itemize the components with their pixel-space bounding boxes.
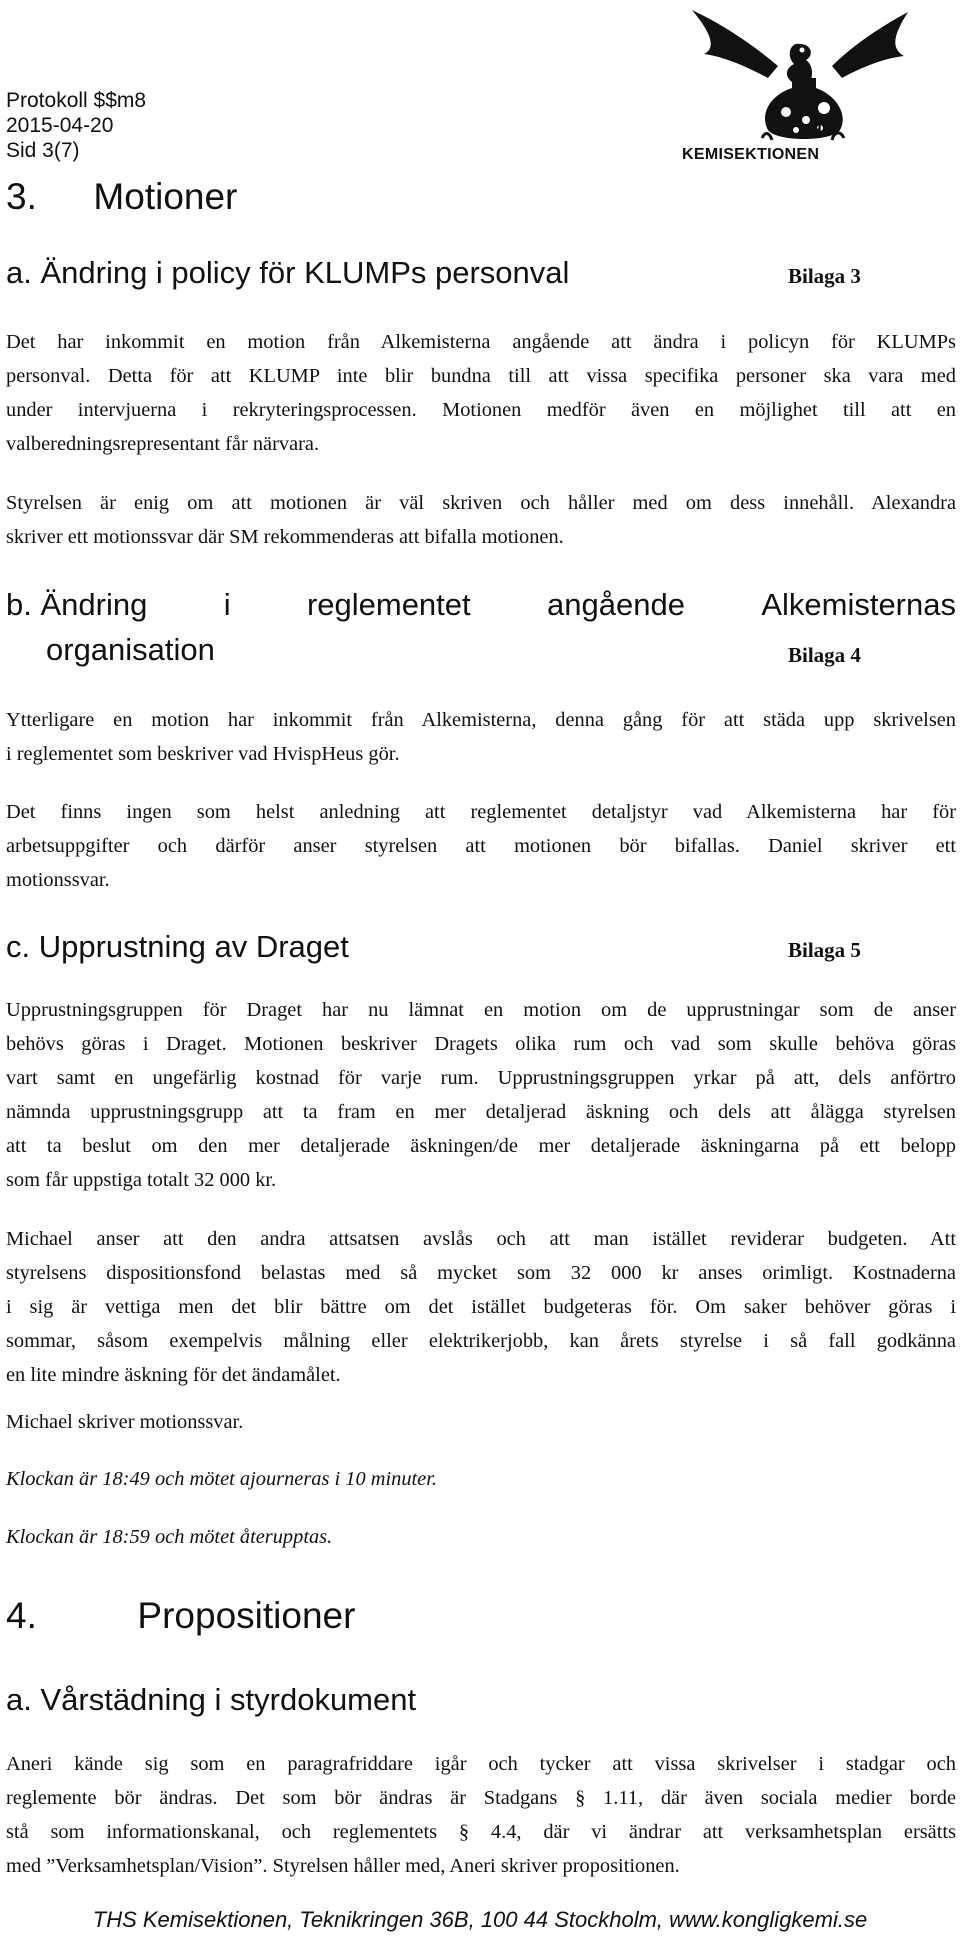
text-line: i sig är vettiga men det blir bättre om det istället budgeteras för. Om saker behöver göras i	[6, 1296, 956, 1318]
motion-c-attachment: Bilaga 5	[788, 938, 861, 962]
motion-b-heading	[6, 586, 956, 624]
proposition-a-heading: a. Vårstädning i styrdokument	[6, 1682, 417, 1717]
motion-c-heading: c. Upprustning av Draget	[6, 929, 349, 964]
text-line: valberedningsrepresentant får närvara.	[6, 433, 320, 455]
motion-a-attachment: Bilaga 3	[788, 264, 861, 288]
text-line: Aneri kände sig som en paragrafriddare igår och tycker att vissa skrivelser i stadgar och	[6, 1753, 956, 1775]
motion-c-paragraph-2	[6, 1222, 956, 1392]
text-line: stå som informationskanal, och reglementets § 4.4, där vi ändrar att verksamhetsplan ersätts	[6, 1821, 956, 1843]
section-3-heading	[6, 176, 237, 218]
motion-c-paragraph-1	[6, 993, 956, 1197]
text-line: i reglementet som beskriver vad HvispHeus gör.	[6, 743, 400, 765]
text-line: Upprustningsgruppen för Draget har nu lämnat en motion om de upprustningar som de anser	[6, 999, 956, 1021]
motion-a-paragraph-2	[6, 486, 956, 554]
text-line: Det har inkommit en motion från Alkemisterna angående att ändra i policyn för KLUMPs	[6, 331, 956, 353]
text-line: Det finns ingen som helst anledning att reglementet detaljstyr vad Alkemisterna har för	[6, 801, 956, 823]
text-line: som får uppstiga totalt 32 000 kr.	[6, 1169, 277, 1191]
heading-word: reglementet	[306, 587, 471, 622]
motion-b-attachment: Bilaga 4	[788, 643, 861, 667]
text-line: behövs göras i Draget. Motionen beskriver Dragets olika rum och vad som skulle behöva göras	[6, 1033, 956, 1055]
page-number: Sid 3(7)	[6, 139, 80, 162]
text-line: en lite mindre äskning för det ändamålet.	[6, 1364, 341, 1386]
protocol-number: Protokoll $$m8	[6, 89, 147, 112]
heading-word: b. Ändring	[6, 587, 148, 622]
heading-word: i	[223, 587, 231, 622]
text-line: motionssvar.	[6, 869, 110, 891]
meeting-date: 2015-04-20	[6, 114, 114, 137]
resume-note: Klockan är 18:59 och mötet återupptas.	[6, 1526, 333, 1548]
text-line: Michael anser att den andra attsatsen avslås och att man istället reviderar budgeten. Att	[6, 1228, 956, 1250]
section-4-number: 4.	[6, 1595, 37, 1636]
section-3-title: Motioner	[93, 176, 238, 217]
text-line: vart samt en ungefärlig kostnad för varje rum. Upprustningsgruppen yrkar på att, dels anförtro	[6, 1067, 956, 1089]
motion-a-paragraph-1	[6, 325, 956, 461]
section-3-number: 3.	[6, 176, 37, 217]
section-4-title: Propositioner	[137, 1595, 356, 1636]
text-line: under intervjuerna i rekryteringsprocessen. Motionen medför även en möjlighet till att en	[6, 399, 956, 421]
section-4-heading	[6, 1595, 355, 1637]
logo-text-ths: THS	[800, 122, 834, 139]
ths-kemisektionen-logo	[682, 4, 918, 164]
text-line: styrelsens dispositionsfond belastas med så mycket som 32 000 kr anses orimligt. Kostnaderna	[6, 1262, 956, 1284]
header-meta	[6, 88, 146, 163]
motion-b-paragraph-2	[6, 795, 956, 897]
text-line: arbetsuppgifter och därför anser styrelsen att motionen bör bifallas. Daniel skriver ett	[6, 835, 956, 857]
text-line: sommar, såsom exempelvis målning eller elektrikerjobb, kan årets styrelse i så fall godkänna	[6, 1330, 956, 1352]
text-line: reglemente bör ändras. Det som bör ändras är Stadgans § 1.11, där även sociala medier borde	[6, 1787, 956, 1809]
motion-b-heading-line2: organisation	[46, 632, 215, 667]
text-line: med ”Verksamhetsplan/Vision”. Styrelsen håller med, Aneri skriver propositionen.	[6, 1855, 680, 1877]
logo-text-kemisektionen: KEMISEKTIONEN	[682, 146, 820, 163]
proposition-a-paragraph-1	[6, 1747, 956, 1883]
text-line: skriver ett motionssvar där SM rekommenderas att bifalla motionen.	[6, 526, 564, 548]
page-footer: THS Kemisektionen, Teknikringen 36B, 100 44 Stockholm, www.kongligkemi.se	[92, 1907, 868, 1932]
heading-word: angående	[547, 587, 685, 622]
text-line: nämnda upprustningsgrupp att ta fram en mer detaljerad äskning och dels att ålägga styrelsen	[6, 1101, 956, 1123]
text-line: Ytterligare en motion har inkommit från Alkemisterna, denna gång för att städa upp skrivelsen	[6, 709, 956, 731]
text-line: Styrelsen är enig om att motionen är väl skriven och håller med om dess innehåll. Alexandra	[6, 492, 956, 514]
text-line: att ta beslut om den mer detaljerade äskningen/de mer detaljerade äskningarna på ett belopp	[6, 1135, 956, 1157]
motion-c-paragraph-3: Michael skriver motionssvar.	[6, 1411, 244, 1433]
motion-a-heading: a. Ändring i policy för KLUMPs personval	[6, 255, 570, 290]
text-line: personval. Detta för att KLUMP inte blir bundna till att vissa specifika personer ska vara med	[6, 365, 956, 387]
heading-word: Alkemisternas	[761, 587, 956, 622]
motion-b-paragraph-1	[6, 703, 956, 771]
adjourn-note: Klockan är 18:49 och mötet ajourneras i 10 minuter.	[6, 1468, 437, 1490]
